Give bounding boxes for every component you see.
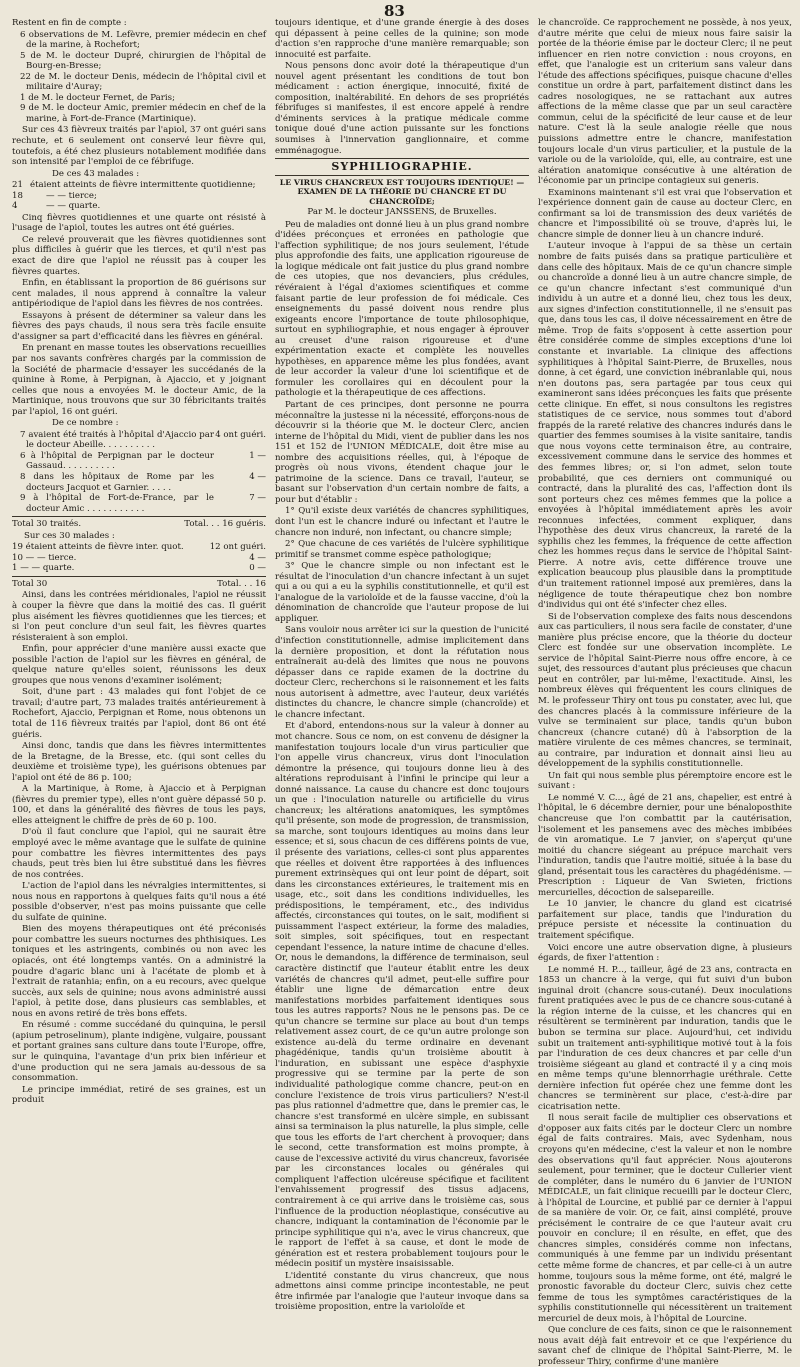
paragraph: Sur ces 43 fièvreux traités par l'apiol, 37 ont guéri sans rechute, et 6 seulement ont conservé leur fièvre qui, toutefois, a été chez plusieurs notablement modifiée dans son intensité par l'emploi de ce fébrifuge. [12, 125, 266, 168]
table-cell: 7 avaient été traités à l'hôpital d'Ajaccio par le docteur Abeille. . . . . . . . . . [20, 429, 214, 451]
paragraph: Bien des moyens thérapeutiques ont été préconisés pour combattre les sueurs nocturnes des phthisiques. Les toniques et les astringents, combinés ou non avec les opiacés, ont été longtemps vantés. On a administré la poudre d'agaric blanc uni à l'acétate de plomb et à l'extrait de ratanhia; enfin, on a eu recours, avec quelque succès, aux sels de quinine; nous avons administré aussi l'apiol, à petite dose, dans plusieurs cas semblables, et nous en avons retiré de très bons effets. [12, 924, 266, 1019]
table-row [12, 430, 266, 451]
paragraph: Et d'abord, entendons-nous sur la valeur à donner au mot chancre. Sous ce nom, on est convenu de désigner la manifestation toujours locale d'un virus particulier que l'on appelle virus chancreux, virus dont l'inoculation démontre la présence, qui toujours donne lieu à des altérations reproduisant à l'infini le principe qui leur a donné naissance. La cause du chancre est donc toujours un que : l'inoculation naturelle ou artificielle du virus chancreux; les altérations anatomiques, les symptômes qu'il présente, son mode de progression, de transmission, sa marche, sont toujours identiques au moins dans leur essence; et si, sous chacun de ces différens points de vue, il présente des variations, celles-ci sont plus apparentes que réelles et doivent être rapportées à des influences purement extrinsèques qui ont leur point de départ, soit dans les circonstances extérieures, le traitement mis en usage, etc., soit dans les conditions individuelles, les prédispositions, le tempérament, etc., des individus affectés, circonstances qui toutes, on le sait, modifient si puissamment l'aspect extérieur, la forme des maladies, soit simples, soit spécifiques, tout en respectant cependant l'essence, la nature intime de chacune d'elles. Or, nous le demandons, la différence de terminaison, seul caractère distinctif que l'auteur établit entre les deux variétés de chancres qu'il admet, peut-elle suffire pour établir une ligne de démarcation entre deux manifestations morbides parfaitement identiques sous tous les autres rapports? Nous ne le pensons pas. De ce qu'un chancre se termine sur place au bout d'un temps relativement assez court, de ce qu'un autre prolonge son existence au-delà du terme ordinaire en devenant phagédénique, tandis qu'un troisième aboutit à l'induration, en subissant une espèce d'asphyxie progressive qui se termine par la perte de son individualité pathologique comme chancre, peut-on en conclure l'existence de trois virus particuliers? N'est-il pas plus rationnel d'admettre que, dans le premier cas, le chancre s'est transformé en ulcère simple, en subissant ainsi sa terminaison la plus naturelle, la plus simple, celle que tous les efforts de l'art cherchent à provoquer; dans le second, cette transformation est moins prompte, à cause de l'excessive activité du virus chancreux, favorisée par les circonstances locales ou générales qui compliquent l'affection ulcéreuse spécifique et facilitent l'envahissement progressif des tissus adjacens, contrairement à ce qui arrive dans le troisième cas, sous l'influence de la production néoplastique, consécutive au chancre, indiquant la contamination de l'économie par le principe syphilitique qui n'a, avec le virus chancreux, que le rapport de l'effet à sa cause, et dont le mode de génération est et restera probablement toujours pour le médecin positif un mystère insaisissable. [275, 721, 529, 1270]
paragraph: Le 10 janvier, le chancre du gland est cicatrisé parfaitement sur place, tandis que l'induration du prépuce persiste et nécessite la continuation du traitement spécifique. [538, 899, 792, 942]
paragraph: Cinq fièvres quotidiennes et une quarte ont résisté à l'usage de l'apiol, toutes les autres ont été guéries. [12, 212, 266, 234]
table-cell: 4 ont guéri. [215, 429, 266, 440]
paragraph: Le principe immédiat, retiré de ses graines, est un produit [12, 1084, 266, 1106]
page-number: 83 [384, 2, 405, 20]
table-cell: étaient atteints de fièvre intermittente quotidienne; [30, 180, 256, 191]
fever-type-table [12, 180, 266, 212]
divider [12, 516, 266, 517]
paragraph: Peu de maladies ont donné lieu à un plus grand nombre d'idées préconçues et erronées en pathologie que l'affection syphilitique; de nos jours seulement, l'étude plus approfondie des faits, une application rigoureuse de la logique médicale ont fait justice du plus grand nombre de ces utopies, que nos devanciers, plus crédules, révéraient à l'égal d'axiomes scientifiques et comme faisant partie de leur profession de foi médicale. Ces enseignements du passé doivent nous rendre plus exigeants encore l'importance de toute philosophique, surtout en syphiliographie, et nous engager à éprouver au creuset d'une raison rigoureuse et d'une expérimentation exacte et complète les nouvelles hypothèses, en apparence même les plus fondées, avant de leur accorder la valeur d'une loi scientifique et de formuler les corollaires qui en découlent pour la pathologie et la thérapeutique de ces affections. [275, 219, 529, 399]
paragraph: Le nommé V. C..., âgé de 21 ans, chapelier, est entré à l'hôpital, le 6 décembre dernier, pour une bénaloposthite chancreuse que l'on combattit par la cautérisation, l'isolement et les pansemens avec des mèches imbibées de vin aromatique. Le 7 janvier, on s'aperçut qu'une moitié du chancre siégeant au prépuce marchait vers l'induration, tandis que l'autre moitié, située à la base du gland, présentait tous les caractères du phagédénisme. — Prescription : Liqueur de Van Swieten, frictions mercurielles, décoction de salsepareille. [538, 792, 792, 898]
section-title: SYPHILIOGRAPHIE. [331, 160, 473, 174]
table-row [12, 451, 266, 472]
table-cell: 9 à l'hôpital de Fort-de-France, par le docteur Amic . . . . . . . . . . . [20, 493, 214, 514]
list-item: 9 de M. le docteur Amic, premier médecin en chef de la marine, à Fort-de-France (Martinique). [20, 103, 266, 124]
table-row [12, 579, 266, 590]
table-row [12, 519, 266, 530]
list-item: 5 de M. le docteur Dupré, chirurgien de l'hôpital de Bourg-en-Bresse; [20, 50, 266, 72]
paragraph: En prenant en masse toutes les observations recueillies par nos savants confrères chargés par la commission de la Société de pharmacie d'essayer les succédanés de la quinine à Rome, à Perpignan, à Ajaccio, et y joignant celles que nous a envoyées M. le docteur Amic, de la Martinique, nous trouvons que sur 30 fébricitants traités par l'apiol, 16 ont guéri. [12, 343, 266, 417]
paragraph: L'auteur invoque à l'appui de sa thèse un certain nombre de faits puisés dans sa pratique particulière et dans celle des hôpitaux. Mais de ce qu'un chancre simple ou chancroïde a donné lieu à un autre chancre simple, de ce qu'un chancre infectant s'est communiqué d'un individu à un autre et a donné lieu, chez tous les deux, aux signes d'infection constitutionnelle, il ne s'ensuit pas que, dans tous les cas, il doive nécessairement en être de même. Trop de faits s'opposent à cette assertion pour être considérée comme de simples exceptions d'une loi constante et invariable. La clinique des affections syphilitiques à l'hôpital Saint-Pierre, de Bruxelles, nous donne, à cet égard, une conviction inébranlable qui, nous n'en doutons pas, sera partagée par tous ceux qui examineront sans idées préconçues les faits que présente cette clinique. En effet, si nous consultons les registres statistiques de ce service, nous sommes tout d'abord frappés de la rareté relative des chancres indurés dans le quartier des femmes soumises à la visite sanitaire, tandis que nous voyons cette terminaison être, au contraire, excessivement commune dans le service des hommes et des femmes libres; or, si l'on admet, selon toute probabilité, que ces derniers ont communiqué ou contracté, dans la pluralité des cas, l'affection dont ils sont porteurs chez ces mêmes femmes que la police a envoyées à l'hôpital immédiatement après les avoir reconnues infectées, comment expliquer, dans l'hypothèse des deux virus chancreux, la rareté de la syphilis chez les femmes, la fréquence de cette affection chez les hommes reçus dans le service de l'hôpital Saint-Pierre. A notre avis, cette différence trouve une explication beaucoup plus plausible dans la promptitude d'un traitement rationnel imposé aux premières, dans la négligence de toute thérapeutique chez bon nombre d'individus qui ont été s'infecter chez elles. [538, 241, 792, 611]
table-cell: 21 [12, 180, 23, 191]
hospital-table [12, 430, 266, 514]
paragraph: Voici encore une autre observation digne, à plusieurs égards, de fixer l'attention : [538, 942, 792, 964]
paragraph: 2° Que chacune de ces variétés de l'ulcère syphilitique primitif se transmet comme espèce pathologique; [275, 539, 529, 560]
table-cell: 8 dans les hôpitaux de Rome par les docteurs Jacquot et Garnier. . . . . [20, 471, 214, 493]
table-cell: 1 — — quarte. [12, 563, 75, 574]
paragraph: Ce relevé prouverait que les fièvres quotidiennes sont plus difficiles à guérir que les tierces, et qu'il n'est pas exact de dire que l'apiol ne réussit pas à couper les fièvres quartes. [12, 234, 266, 277]
table-cell: 0 — [249, 563, 266, 574]
table-heading: De ces 43 malades : [52, 168, 140, 179]
paragraph: En résumé : comme succédané du quinquina, le persil (apium petroselinum), plante indigène, vulgaire, poussant et portant graines sans culture dans toute l'Europe, offre, sur le quinquina, l'avantage d'un prix bien inférieur et d'une production qui ne sera jamais au-dessous de sa consommation. [12, 1020, 266, 1084]
table-cell: 6 à l'hôpital de Perpignan par le docteur Gassaud. . . . . . . . . . [20, 450, 214, 472]
table-cell: Total 30 traités. [12, 519, 82, 530]
paragraph: Partant de ces principes, dont personne ne pourra méconnaître la justesse ni la nécessité, efforçons-nous de découvrir si la théorie que M. le docteur Clerc, ancien interne de l'hôpital du Midi, vient de publier dans les nos 151 et 152 de l'UNION MÉDICALE, doit être mise au nombre des acquisitions réelles, qui, à l'époque de progrès où nous vivons, étendent chaque jour le patrimoine de la science. Dans ce travail, l'auteur, se basant sur l'observation d'un certain nombre de faits, a pour but d'établir : [275, 400, 529, 505]
table-cell: Total. . . 16 guéris. [184, 519, 266, 530]
table-cell: 18 [12, 190, 23, 201]
paragraph: Que conclure de ces faits, sinon ce que le raisonnement nous avait déjà fait entrevoir et ce que l'expérience du savant chef de clinique de l'hôpital Saint-Pierre, M. le professeur Thiry, confirme d'une manière [538, 1325, 792, 1367]
article-title: LE VIRUS CHANCREUX EST TOUJOURS IDENTIQUE! — EXAMEN DE LA THÉORIE DU CHANCRE ET DU CHANCROÏDE; [279, 177, 525, 206]
paragraph: Le nommé H. P..., tailleur, âgé de 23 ans, contracta en 1853 un chancre à la verge, qui fut suivi d'un bubon inguinal droit (chancre sous-cutané). Deux inoculations furent pratiquées avec le pus de ce chancre sous-cutané à la région interne de la cuisse, et les chancres qui en résultèrent se terminèrent par induration, tandis que le bubon se termina sur place. Aujourd'hui, cet individu subit un traitement anti-syphilitique motivé tout à la fois par l'induration de ces deux chancres et par celle d'un troisième siégeant au gland et contracté il y a cinq mois en même temps qu'une blennorrhagie uréthrale. Cette dernière infection fut opérée chez une femme dont les chancres se terminèrent sur place, c'est-à-dire par cicatrisation nette. [538, 964, 792, 1112]
paragraph: Ainsi donc, tandis que dans les fièvres intermittentes de la Bretagne, de la Bresse, etc. (qui sont celles du deuxième et troisième type), les guérisons obtenues par l'apiol ont été de 86 p. 100; [12, 741, 266, 783]
column-1 [12, 18, 266, 1112]
table-cell: 4 — [249, 471, 266, 482]
article-byline: Par M. le docteur JANSSENS, de Bruxelles. [307, 207, 497, 218]
table-cell: Total 30 [12, 578, 48, 589]
paragraph: L'identité constante du virus chancreux, que nous admettons ainsi comme principe incontestable, ne peut être infirmée par l'analogie que l'auteur invoque dans sa troisième proposition, entre la varioloïde et [275, 1270, 529, 1313]
table-row [12, 563, 266, 574]
table-cell: 12 ont guéri. [209, 542, 266, 553]
paragraph: Restent en fin de compte : [12, 18, 127, 28]
column-3 [538, 18, 792, 1367]
paragraph: toujours identique, et d'une grande énergie à des doses qui dépassent à peine celles de la quinine; son mode d'action s'en rapproche d'une manière remarquable; son innocuité est parfaite. [275, 18, 529, 60]
paragraph: Un fait qui nous semble plus péremptoire encore est le suivant : [538, 770, 792, 792]
divider [12, 576, 266, 577]
table-heading: Sur ces 30 malades : [24, 530, 115, 541]
table-cell: — — quarte. [46, 201, 101, 212]
table-row [12, 180, 266, 191]
paragraph: D'où il faut conclure que l'apiol, qui ne saurait être employé avec le même avantage que le sulfate de quinine pour combattre les fièvres intermittentes des pays chauds, peut très bien lui être substitué dans les fièvres de nos contrées. [12, 827, 266, 880]
table-cell: 10 — — tierce. [12, 552, 77, 563]
table-heading: De ce nombre : [52, 418, 119, 429]
paragraph: Enfin, pour apprécier d'une manière aussi exacte que possible l'action de l'apiol sur les fièvres en général, de quelque nature qu'elles soient, réunissons les deux groupes que nous venons d'examiner isolément; [12, 644, 266, 686]
paragraph: Nous pensons donc avoir doté la thérapeutique d'un nouvel agent présentant les conditions de tout bon médicament : action énergique, innocuité, fixité de composition, inaltérabilité. En dehors de ses propriétés fébrifuges si manifestes, il est encore appelé à rendre d'éminents services à la pratique médicale comme tonique doué d'une action puissante sur les fonctions soumises à l'innervation ganglionnaire, et comme emménagogue. [275, 61, 529, 156]
southern-fever-table-total [12, 579, 266, 590]
paragraph: Soit, d'une part : 43 malades qui font l'objet de ce travail; d'autre part, 73 malades traités antérieurement à Rochefort, Ajaccio, Perpignan et Rome, nous obtenons un total de 116 fièvreux traités par l'apiol, dont 86 ont été guéris. [12, 687, 266, 740]
table-cell: 19 étaient atteints de fièvre inter. quot. [12, 542, 184, 553]
divider [275, 158, 529, 159]
paragraph: le chancroïde. Ce rapprochement ne possède, à nos yeux, d'autre mérite que celui de mieux nous faire saisir la portée de la théorie émise par le docteur Clerc; il ne peut influencer en rien notre conviction : nous croyons, en effet, que l'analogie est un criterium sans valeur dans l'étude des affections spécifiques, puisque chacune d'elles constitue un ordre à part, parfaitement distinct dans les cadres nosologiques, ne se rattachant aux autres affections de la même classe que par un seul caractère commun, celui de la spécificité de leur cause et de leur nature. C'est là la seule analogie réelle que nous puissions admettre entre le chancre, manifestation toujours locale d'un virus particulier, et la pustule de la variole ou de la varioloïde, qui, elle, au contraire, est une altération anatomique consécutive à une altération de l'économie par un principe contagieux sui generis. [538, 18, 792, 187]
table-cell: 7 — [249, 493, 266, 504]
hospital-table-total [12, 519, 266, 530]
column-2 [275, 18, 529, 1313]
table-row [12, 472, 266, 493]
paragraph: Examinons maintenant s'il est vrai que l'observation et l'expérience donnent gain de cause au docteur Clerc, en confirmant sa loi de transmission des deux variétés de chancre et l'impossibilité où se trouve, d'après lui, le chancre simple de donner lieu à un chancre induré. [538, 187, 792, 240]
paragraph: 1° Qu'il existe deux variétés de chancres syphilitiques, dont l'un est le chancre induré ou infectant et l'autre le chancre non induré, non infectant, ou chancre simple; [275, 506, 529, 538]
observations-list [12, 30, 266, 125]
paragraph: A la Martinique, à Rome, à Ajaccio et à Perpignan (fièvres du premier type), elles n'ont guère dépassé 50 p. 100, et dans la généralité des fièvres de tous les pays, elles atteignent le chiffre de près de 60 p. 100. [12, 784, 266, 826]
text-columns [12, 18, 792, 1367]
southern-fever-table [12, 542, 266, 574]
paragraph: Ainsi, dans les contrées méridionales, l'apiol ne réussit à couper la fièvre que dans la moitié des cas. Il guérit plus aisément les fièvres quotidiennes que les tierces; et si l'on peut conclure d'un seul fait, les fièvres quartes résisteraient à son emploi. [12, 590, 266, 643]
table-cell: 4 — [249, 552, 266, 563]
list-item: 1 de M. le docteur Fernet, de Paris; [20, 92, 175, 103]
table-cell: 4 [12, 201, 18, 212]
table-row [12, 201, 266, 212]
paragraph: 3° Que le chancre simple ou non infectant est le résultat de l'inoculation d'un chancre infectant à un sujet qui a ou qui a eu la syphilis constitutionnelle, et qu'il est l'analogue de la varioloïde et de la fausse vaccine, d'où la dénomination de chancroïde que l'auteur propose de lui appliquer. [275, 561, 529, 624]
table-cell: — — tierce; [46, 190, 97, 201]
table-row [12, 553, 266, 564]
table-cell: Total. . . 16 [217, 578, 266, 589]
divider [275, 175, 529, 176]
table-row [12, 191, 266, 202]
paragraph: Sans vouloir nous arrêter ici sur la question de l'unicité d'infection constitutionnelle, admise implicitement dans la dernière proposition, et dont la réfutation nous entraînerait au-delà des limites que nous ne pouvons dépasser dans ce rapide examen de la doctrine du docteur Clerc, recherchons si le raisonnement et les faits nous autorisent à admettre, avec l'auteur, deux variétés distinctes du chancre, le chancre simple (chancroïde) et le chancre infectant. [275, 625, 529, 720]
table-cell: 1 — [249, 450, 266, 461]
table-row [12, 542, 266, 553]
list-item: 22 de M. le docteur Denis, médecin de l'hôpital civil et militaire d'Auray; [20, 71, 266, 93]
table-row [12, 493, 266, 514]
paragraph: L'action de l'apiol dans les névralgies intermittentes, si nous nous en rapportons à quelques faits qu'il nous a été possible d'observer, n'est pas moins puissante que celle du sulfate de quinine. [12, 881, 266, 923]
paragraph: Si de l'observation complexe des faits nous descendons aux cas particuliers, il nous sera facile de constater, d'une manière plus précise encore, que la théorie du docteur Clerc est fondée sur une observation incomplète. Le service de l'hôpital Saint-Pierre nous offre encore, à ce sujet, des ressources d'autant plus précieuses que chacun peut en contrôler, par lui-même, l'exactitude. Ainsi, les nombreux élèves qui fréquentent les cours cliniques de M. le professeur Thiry ont tous pu constater, avec lui, que des chancres placés à la commissure inférieure de la vulve se terminaient sur place, tandis qu'un bubon chancreux (chancre cutané) dû à l'absorption de la matière virulente de ces mêmes chancres, se terminait, au contraire, par induration et donnait ainsi lieu au développement de la syphilis constitutionnelle. [538, 611, 792, 770]
paragraph: Il nous serait facile de multiplier ces observations et d'opposer aux faits cités par le docteur Clerc un nombre égal de faits contraires. Mais, avec Sydenham, nous croyons qu'en médecine, c'est la valeur et non le nombre des observations qu'il faut apprécier. Nous ajouterons seulement, pour terminer, que le docteur Cullerier vient de compléter, dans le numéro du 6 janvier de l'UNION MÉDICALE, un fait clinique recueilli par le docteur Clerc, à l'hôpital de Lourcine, et publié par ce dernier à l'appui de sa manière de voir. Or, ce fait, ainsi complété, prouve précisément le contraire de ce que l'auteur avait cru pouvoir en conclure; il en résulte, en effet, que des chancres simples, considérés comme non infectans, communiqués à une femme par un individu présentant cette même forme de chancres, et par celle-ci à un autre homme, toujours sous la même forme, ont été, malgré le pronostic favorable du docteur Clerc, suivis chez cette femme de tous les symptômes caractéristiques de la syphilis constitutionnelle qui nécessitèrent un traitement mercuriel de deux mois, à l'hôpital de Lourcine. [538, 1113, 792, 1324]
paragraph: Essayons à présent de déterminer sa valeur dans les fièvres des pays chauds, il nous sera très facile ensuite d'assigner sa part d'efficacité dans les fièvres en général. [12, 310, 266, 342]
paragraph: Enfin, en établissant la proportion de 86 guérisons sur cent malades, il nous apprend à connaître la valeur antipériodique de l'apiol dans les fièvres de nos contrées. [12, 278, 266, 310]
list-item: 6 observations de M. Lefèvre, premier médecin en chef de la marine, à Rochefort; [20, 29, 266, 51]
